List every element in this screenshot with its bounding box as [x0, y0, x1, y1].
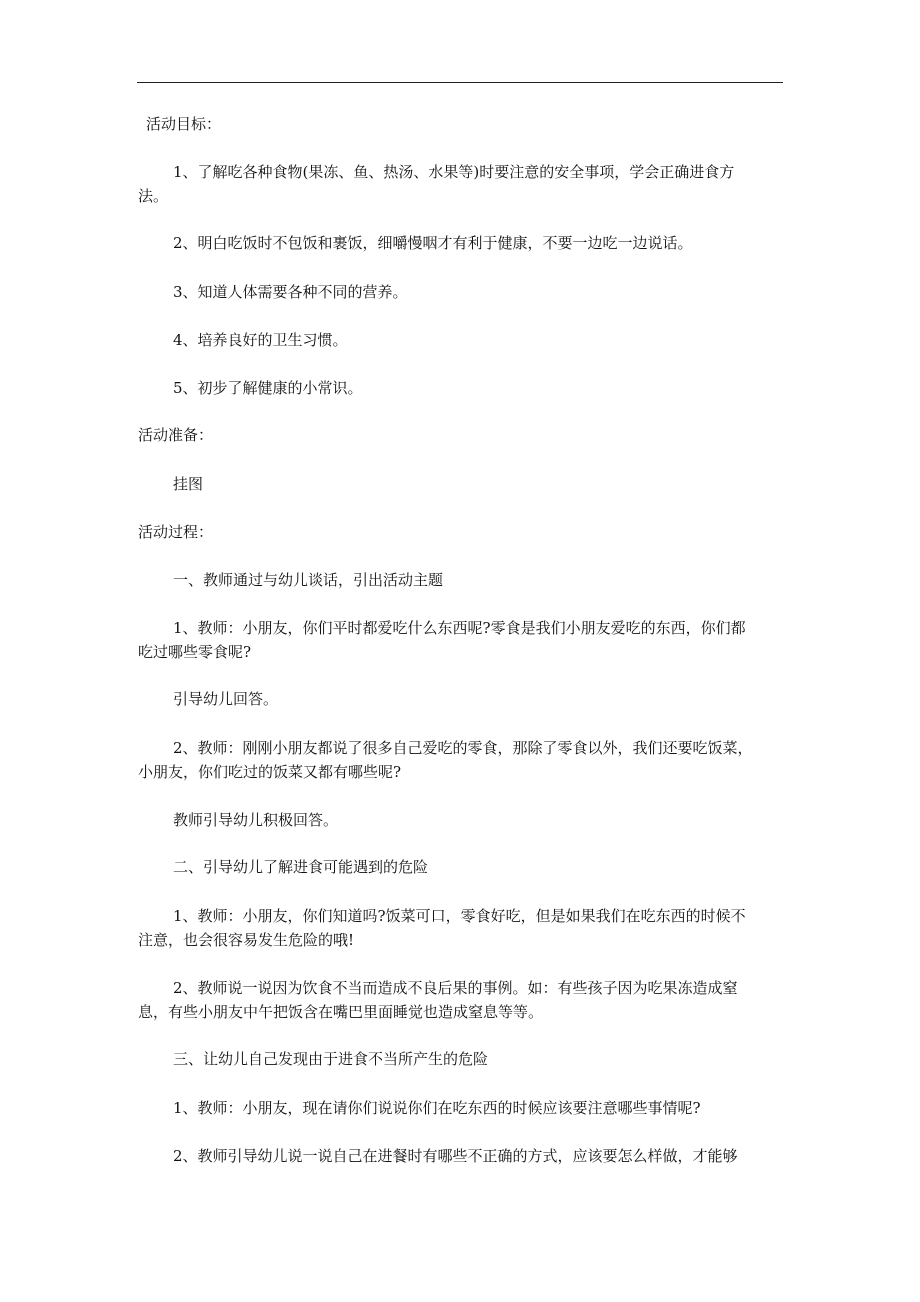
preparation-item: 挂图	[173, 475, 204, 493]
section-2-step-1-line-2: 注意，也会很容易发生危险的哦!	[138, 931, 355, 949]
goal-1-line-1: 1、了解吃各种食物(果冻、鱼、热汤、水果等)时要注意的安全事项，学会正确进食方	[173, 163, 735, 181]
header-rule	[137, 82, 783, 83]
heading-activity-goals: 活动目标：	[146, 115, 222, 133]
section-3-heading: 三、让幼儿自己发现由于进食不当所产生的危险	[173, 1050, 489, 1068]
section-2-step-2-line-1: 2、教师说一说因为饮食不当而造成不良后果的事例。如：有些孩子因为吃果冻造成窒	[173, 979, 738, 997]
section-2-step-2-line-2: 息，有些小朋友中午把饭含在嘴巴里面睡觉也造成窒息等等。	[138, 1003, 544, 1021]
section-1-step-1-line-1: 1、教师：小朋友，你们平时都爱吃什么东西呢?零食是我们小朋友爱吃的东西，你们都	[173, 619, 746, 637]
section-2-heading: 二、引导幼儿了解进食可能遇到的危险	[173, 858, 429, 876]
goal-2: 2、明白吃饭时不包饭和裹饭，细嚼慢咽才有利于健康，不要一边吃一边说话。	[173, 234, 693, 252]
section-3-step-2: 2、教师引导幼儿说一说自己在进餐时有哪些不正确的方式，应该要怎么样做，才能够	[173, 1147, 738, 1165]
section-1-guide-1: 引导幼儿回答。	[173, 690, 279, 708]
section-3-step-1: 1、教师：小朋友，现在请你们说说你们在吃东西的时候应该要注意哪些事情呢?	[173, 1099, 701, 1117]
goal-4: 4、培养良好的卫生习惯。	[173, 331, 348, 349]
section-1-heading: 一、教师通过与幼儿谈话，引出活动主题	[173, 571, 444, 589]
section-2-step-1-line-1: 1、教师：小朋友，你们知道吗?饭菜可口，零食好吃，但是如果我们在吃东西的时候不	[173, 907, 746, 925]
goal-3: 3、知道人体需要各种不同的营养。	[173, 283, 408, 301]
heading-activity-process: 活动过程：	[138, 523, 214, 541]
section-1-step-1-line-2: 吃过哪些零食呢?	[138, 643, 252, 661]
section-1-guide-2: 教师引导幼儿积极回答。	[173, 811, 339, 829]
goal-1-line-2: 法。	[138, 187, 169, 205]
goal-5: 5、初步了解健康的小常识。	[173, 379, 363, 397]
section-1-step-2-line-1: 2、教师：刚刚小朋友都说了很多自己爱吃的零食，那除了零食以外，我们还要吃饭菜，	[173, 739, 753, 757]
section-1-step-2-line-2: 小朋友，你们吃过的饭菜又都有哪些呢?	[138, 763, 402, 781]
heading-activity-preparation: 活动准备：	[138, 426, 214, 444]
